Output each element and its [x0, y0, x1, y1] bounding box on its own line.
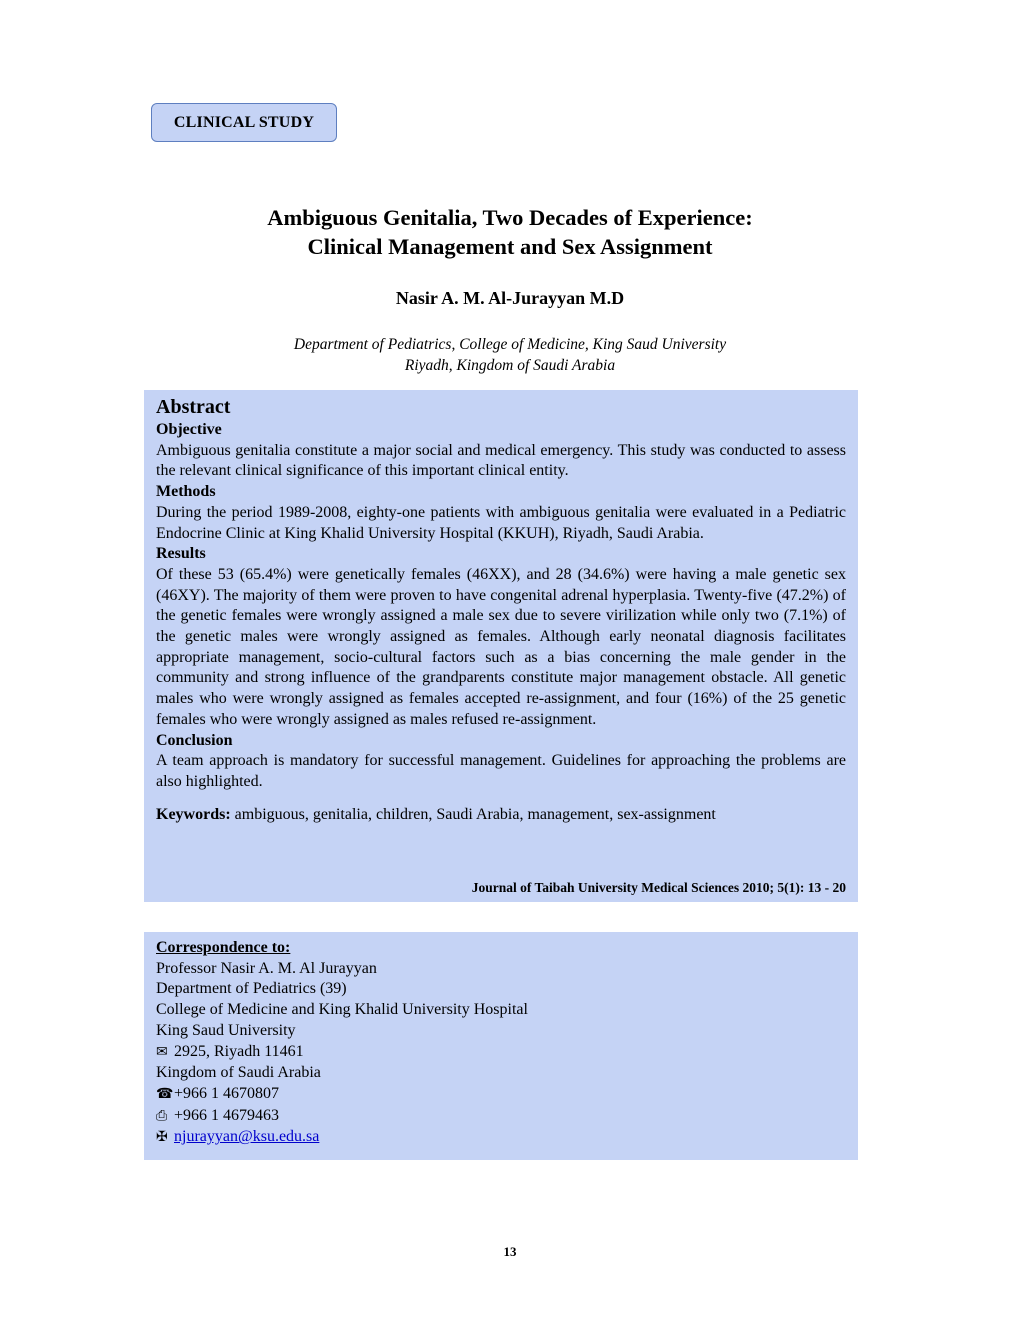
section-tag-label: CLINICAL STUDY [173, 113, 315, 131]
keywords-text: ambiguous, genitalia, children, Saudi Arabia, management, sex-assignment [230, 805, 716, 823]
correspondence-fax-line [156, 1106, 846, 1128]
correspondence-country: Kingdom of Saudi Arabia [156, 1064, 321, 1082]
methods-text: During the period 1989-2008, eighty-one patients with ambiguous genitalia were evaluated in a Pediatric Endocrine Clinic at King Khalid University Hospital (KKUH), Riyadh, Saudi Arabia. [156, 503, 846, 542]
correspondence-name: Professor Nasir A. M. Al Jurayyan [156, 959, 377, 977]
conclusion-text: A team approach is mandatory for successful management. Guidelines for approaching the problems are also highlighted. [156, 752, 846, 790]
correspondence-fax: +966 1 4679463 [174, 1106, 280, 1124]
methods-heading: Methods [156, 483, 216, 501]
correspondence-pobox: 2925, Riyadh 11461 [174, 1042, 304, 1060]
correspondence-heading: Correspondence to: [156, 939, 291, 956]
correspondence-department: Department of Pediatrics (39) [156, 980, 347, 998]
journal-citation: Journal of Taibah University Medical Sciences 2010; 5(1): 13 - 20 [471, 880, 846, 895]
title-line-2: Clinical Management and Sex Assignment [307, 234, 713, 259]
mouse-icon: ✠ [156, 1130, 168, 1146]
keywords-label: Keywords: [156, 805, 231, 823]
affiliation-line-2: Riyadh, Kingdom of Saudi Arabia [404, 357, 616, 374]
results-text: Of these 53 (65.4%) were genetically females (46XX), and 28 (34.6%) were having a male genetic sex (46XY). The majority of them were proven to have congenital adrenal hyperplasia. Twenty-five (47.2%) of the genetic females were wrongly assigned a male sex due to severe virilization while only two (7.1%) of the genetic males were wrongly assigned as females. Although early neonatal diagnosis facilitates appropriate management, socio-cultural factors such as a bias concerning the male gender in the community and strong influence of the grandparents constitute major management obstacle. All genetic males who were wrongly assigned as females accepted re-assignment, and four (16%) of the 25 genetic females who were wrongly assigned as males refused re-assignment. [156, 565, 846, 728]
affiliation-line-1: Department of Pediatrics, College of Medicine, King Saud University [293, 336, 727, 353]
page-number: 13 [503, 1244, 517, 1259]
correspondence-college: College of Medicine and King Khalid University Hospital [156, 1001, 528, 1019]
correspondence-box [144, 932, 858, 1160]
results-heading: Results [156, 545, 206, 563]
correspondence-university: King Saud University [156, 1021, 296, 1039]
fax-icon: ⎙ [156, 1108, 168, 1124]
abstract-box [144, 390, 858, 902]
correspondence-pobox-line [156, 1042, 846, 1064]
objective-text: Ambiguous genitalia constitute a major social and medical emergency. This study was conducted to assess the relevant clinical significance of this important clinical entity. [156, 441, 846, 480]
correspondence-phone-line [156, 1084, 846, 1106]
correspondence-email-line [156, 1127, 846, 1149]
objective-heading: Objective [156, 421, 222, 438]
phone-icon: ☎ [156, 1086, 174, 1102]
affiliation [0, 334, 1020, 376]
article-title [0, 203, 1020, 261]
abstract-heading: Abstract [156, 396, 231, 418]
envelope-icon: ✉ [156, 1044, 168, 1060]
email-link[interactable]: njurayyan@ksu.edu.sa [174, 1128, 320, 1146]
section-tag [151, 103, 337, 142]
title-line-1: Ambiguous Genitalia, Two Decades of Experience: [267, 205, 753, 230]
conclusion-heading: Conclusion [156, 731, 233, 749]
correspondence-phone: +966 1 4670807 [174, 1084, 280, 1102]
author-name: Nasir A. M. Al-Jurayyan M.D [395, 288, 625, 308]
keywords [156, 805, 846, 826]
